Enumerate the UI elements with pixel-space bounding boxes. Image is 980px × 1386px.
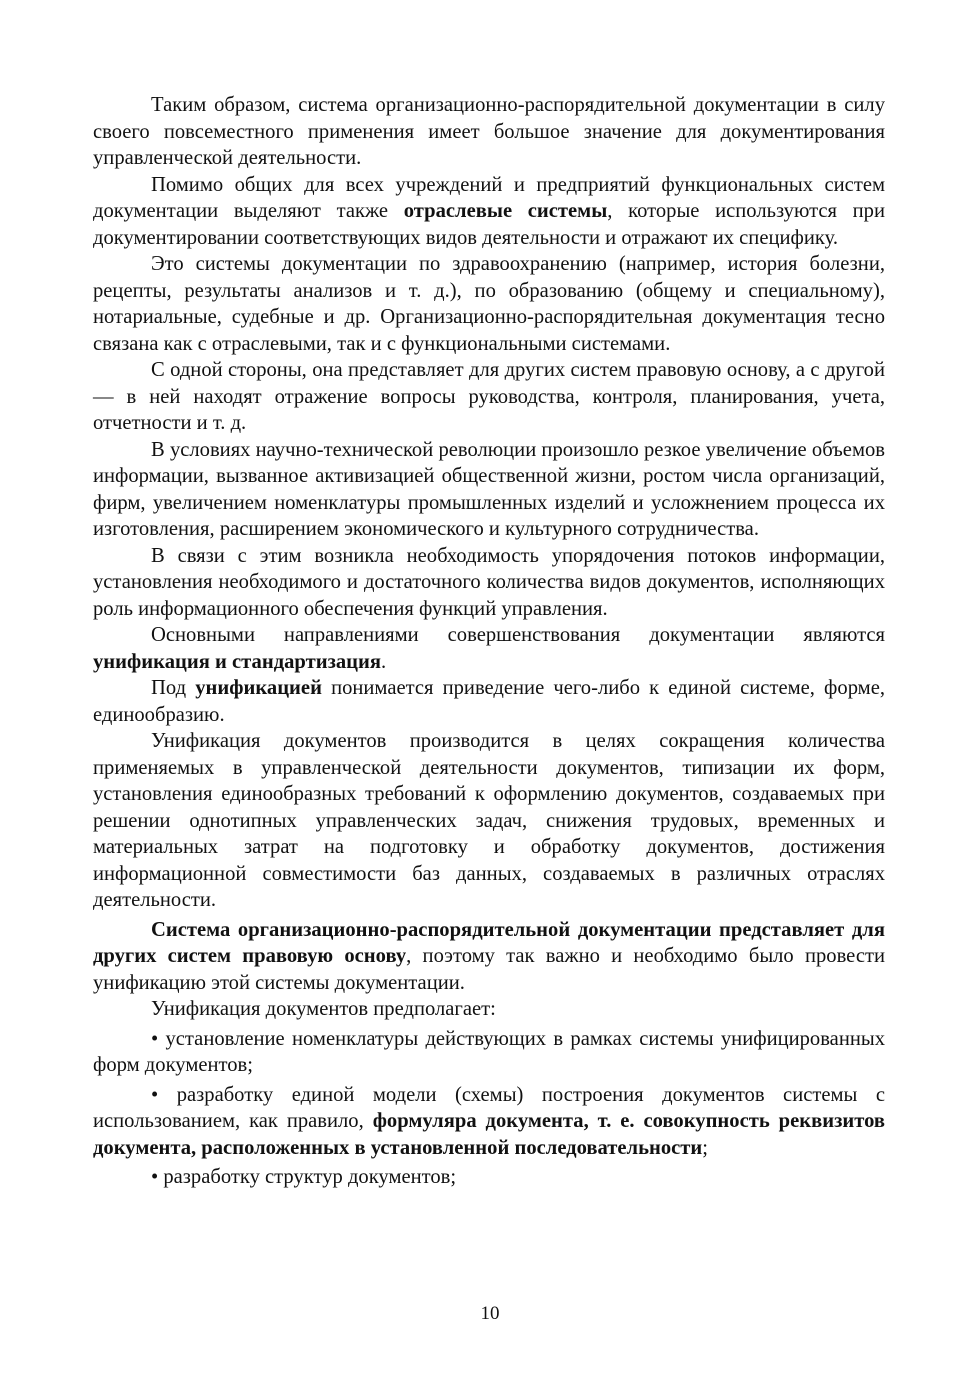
- text-run: .: [381, 650, 387, 673]
- text-run: Унификация документов предполагает:: [151, 998, 496, 1020]
- text-run: Основными направлениями совершенствования документации являются: [151, 624, 885, 646]
- paragraph: [93, 675, 885, 728]
- text-run: • разработку структур документов;: [151, 1166, 457, 1188]
- text-run: Это системы документации по здравоохранению (например, история болезни, рецепты, результаты анализов и т. д.), по образованию (общему и специальному), нотариальные, судебные и др. Организационно-распорядительная документация тесно связана как с отраслевыми, так и с функциональными системами.: [93, 253, 885, 355]
- paragraph: [93, 92, 885, 172]
- paragraph: [93, 251, 885, 357]
- text-run: В условиях научно-технической революции произошло резкое увеличение объемов информации, вызванное активизацией общественной жизни, ростом числа организаций, фирм, увеличением номенклатуры промышленных изделий и усложнением процесса их изготовления, расширением экономического и культурного сотрудничества.: [93, 438, 885, 540]
- list-item: [93, 1026, 885, 1079]
- text-run: Таким образом, система организационно-распорядительной документации в силу своего повсеместного применения имеет большое значение для документирования управленческой деятельности.: [93, 94, 885, 169]
- paragraph: [93, 543, 885, 623]
- paragraph: [93, 172, 885, 252]
- text-run: В связи с этим возникла необходимость упорядочения потоков информации, установления необходимого и достаточного количества видов документов, исполняющих роль информационного обеспечения функций управления.: [93, 544, 885, 620]
- text-run: , поэтому так важно и необходимо было провести унификацию этой системы документации.: [93, 945, 885, 994]
- bold-term: унификацией: [195, 677, 322, 699]
- text-run: понимается приведение чего-либо к единой системе, форме, единообразию.: [93, 677, 885, 726]
- bold-term: отраслевые системы: [403, 200, 608, 222]
- page-number: 10: [480, 1303, 500, 1324]
- paragraph: [93, 728, 885, 914]
- text-run: Унификация документов производится в целях сокращения количества применяемых в управленческой деятельности документов, типизации их форм, установления единообразных требований к оформлению документов, создаваемых при решении однотипных управленческих задач, снижения трудовых, временных и материальных затрат на подготовку и обработку документов, достижения информационной совместимости баз данных, создаваемых в различных отраслях деятельности.: [93, 730, 885, 911]
- text-run: • установление номенклатуры действующих в рамках системы унифицированных форм документов;: [93, 1027, 885, 1076]
- text-run: , которые используются при документировании соответствующих видов деятельности и отражают их специфику.: [93, 200, 885, 249]
- paragraph: [93, 357, 885, 437]
- bold-term: формуляра документа, т. е. совокупность реквизитов документа, расположенных в установленной последовательности: [93, 1110, 885, 1159]
- paragraph: [93, 437, 885, 543]
- text-run: Помимо общих для всех учреждений и предприятий функциональных систем документации выделяют также: [93, 173, 885, 222]
- body-text: [93, 92, 885, 1191]
- paragraph: [93, 996, 885, 1023]
- text-run: Под: [151, 677, 196, 699]
- text-run: С одной стороны, она представляет для других систем правовую основу, а с другой — в ней находят отражение вопросы руководства, контроля, планирования, учета, отчетности и т. д.: [93, 359, 885, 434]
- list-item: [93, 1164, 885, 1191]
- list-item: [93, 1082, 885, 1162]
- bold-term: унификация и стандартизация: [93, 650, 382, 673]
- text-run: ;: [702, 1136, 708, 1159]
- paragraph: [93, 917, 885, 997]
- paragraph: [93, 622, 885, 675]
- text-run: • разработку единой модели (схемы) построения документов системы с использованием, как правило,: [93, 1083, 885, 1132]
- bold-term: Система организационно-распорядительной документации представляет для других систем правовую основу: [93, 918, 885, 967]
